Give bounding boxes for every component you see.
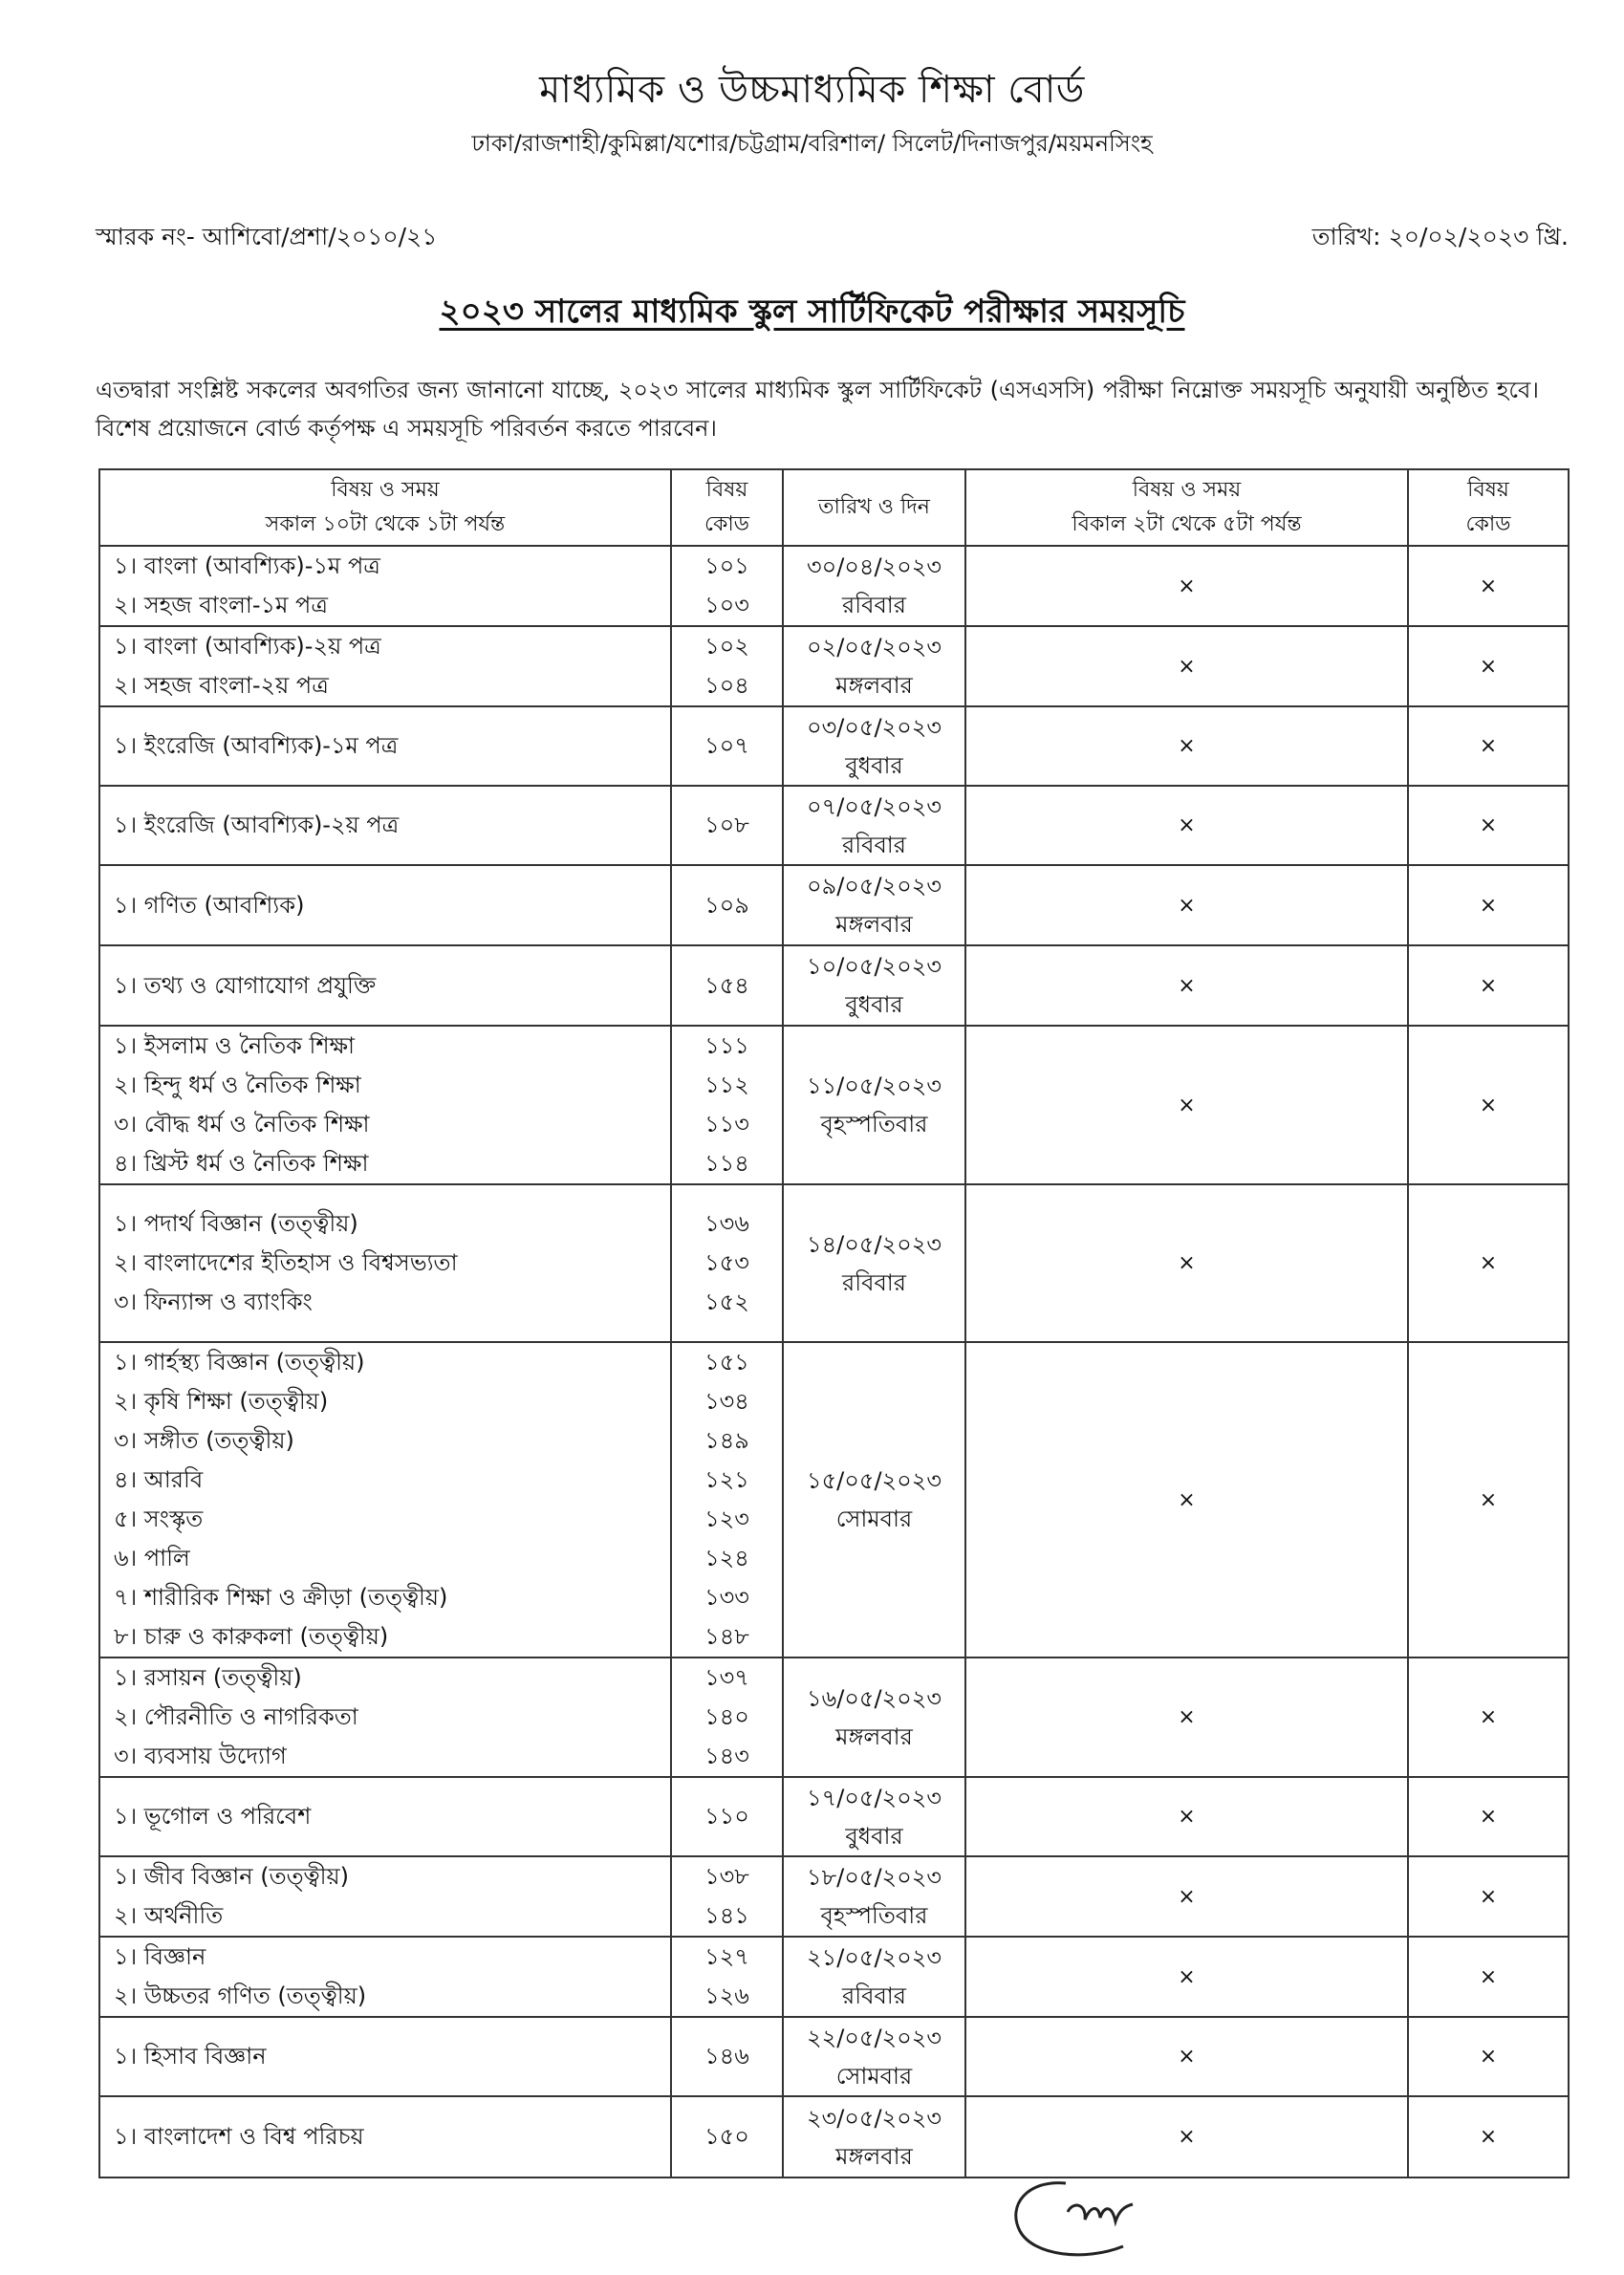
header-afternoon-code bbox=[1408, 469, 1569, 546]
subject-name: ১। রসায়ন (তত্ত্বীয়) bbox=[114, 1664, 302, 1691]
afternoon-code-cell: × bbox=[1408, 1184, 1569, 1342]
subject-name: ২। অর্থনীতি bbox=[114, 1902, 224, 1929]
afternoon-subject-cell: × bbox=[965, 1856, 1408, 1937]
afternoon-subject-cell: × bbox=[965, 1777, 1408, 1856]
table-row bbox=[99, 1658, 1569, 1777]
subject-code: ১৪০ bbox=[704, 1703, 749, 1730]
subject-code: ১০১ bbox=[704, 552, 749, 579]
afternoon-subject-cell: × bbox=[965, 786, 1408, 865]
morning-subjects-cell bbox=[99, 1184, 671, 1342]
afternoon-code-cell: × bbox=[1408, 626, 1569, 706]
subject-name: ২। উচ্চতর গণিত (তত্ত্বীয়) bbox=[114, 1982, 367, 2009]
afternoon-subject-cell: × bbox=[965, 945, 1408, 1026]
page-title bbox=[0, 287, 1624, 341]
subject-name: ১। বিজ্ঞান bbox=[114, 1943, 206, 1970]
table-row bbox=[99, 1026, 1569, 1184]
table-row bbox=[99, 2017, 1569, 2096]
date-day-cell bbox=[783, 1937, 965, 2017]
afternoon-subject-cell: × bbox=[965, 706, 1408, 786]
afternoon-code-cell: × bbox=[1408, 865, 1569, 945]
subject-name: ৮। চারু ও কারুকলা (তত্ত্বীয়) bbox=[114, 1623, 389, 1650]
subject-name: ৫। সংস্কৃত bbox=[114, 1506, 204, 1532]
subject-code: ১৩৭ bbox=[704, 1664, 749, 1691]
exam-date: ১৪/০৫/২০২৩ bbox=[807, 1230, 942, 1258]
subject-codes-cell bbox=[671, 626, 783, 706]
morning-subjects-cell bbox=[99, 1937, 671, 2017]
subject-name: ১। পদার্থ বিজ্ঞান (তত্ত্বীয়) bbox=[114, 1210, 358, 1237]
subject-code: ১৪৯ bbox=[704, 1427, 749, 1454]
exam-day: বুধবার bbox=[845, 751, 903, 779]
afternoon-code-cell: × bbox=[1408, 945, 1569, 1026]
subject-name: ৭। শারীরিক শিক্ষা ও ক্রীড়া (তত্ত্বীয়) bbox=[114, 1584, 448, 1611]
subject-name: ৩। ফিন্যান্স ও ব্যাংকিং bbox=[114, 1289, 313, 1315]
date-day-cell bbox=[783, 626, 965, 706]
exam-date: ১৭/০৫/২০২৩ bbox=[807, 1784, 942, 1811]
exam-day: সোমবার bbox=[835, 2062, 913, 2090]
afternoon-subject-cell: × bbox=[965, 865, 1408, 945]
exam-date: ০৭/০৫/২০২৩ bbox=[807, 792, 942, 820]
board-title: মাধ্যমিক ও উচ্চমাধ্যমিক শিক্ষা বোর্ড bbox=[539, 68, 1085, 112]
subject-codes-cell bbox=[671, 786, 783, 865]
subject-name: ১। ইংরেজি (আবশ্যিক)-১ম পত্র bbox=[114, 732, 399, 759]
subject-code: ১০২ bbox=[704, 633, 749, 660]
afternoon-code-cell: × bbox=[1408, 2096, 1569, 2178]
exam-day: রবিবার bbox=[842, 831, 906, 858]
intro-paragraph: এতদ্বারা সংশ্লিষ্ট সকলের অবগতির জন্য জানানো যাচ্ছে, ২০২৩ সালের মাধ্যমিক স্কুল সার্টিফিকেট (এসএসসি) পরীক্ষা নিম্নোক্ত সময়সূচি অনুযায়ী অনুষ্ঠিত হবে। বিশেষ প্রয়োজনে বোর্ড কর্তৃপক্ষ এ সময়সূচি পরিবর্তন করতে পারবেন। bbox=[96, 377, 1539, 442]
header-code2-label-1: বিষয় bbox=[1467, 478, 1509, 502]
subject-name: ৪। খ্রিস্ট ধর্ম ও নৈতিক শিক্ষা bbox=[114, 1150, 369, 1177]
exam-date: ২৩/০৫/২০২৩ bbox=[807, 2104, 942, 2132]
afternoon-code-cell: × bbox=[1408, 706, 1569, 786]
table-row bbox=[99, 1777, 1569, 1856]
afternoon-code-cell: × bbox=[1408, 786, 1569, 865]
subject-codes-cell bbox=[671, 865, 783, 945]
header-date-day: তারিখ ও দিন bbox=[783, 469, 965, 546]
afternoon-subject-cell: × bbox=[965, 1658, 1408, 1777]
afternoon-code-cell: × bbox=[1408, 1658, 1569, 1777]
subject-code: ১১১ bbox=[704, 1032, 749, 1059]
morning-subjects-cell bbox=[99, 626, 671, 706]
subject-name: ১। ইসলাম ও নৈতিক শিক্ষা bbox=[114, 1032, 356, 1059]
date-day-cell bbox=[783, 1026, 965, 1184]
exam-day: বুধবার bbox=[845, 991, 903, 1018]
morning-subjects-cell bbox=[99, 1856, 671, 1937]
subject-code: ১০৪ bbox=[704, 672, 749, 699]
exam-date: ৩০/০৪/২০২৩ bbox=[807, 553, 942, 580]
morning-subjects-cell bbox=[99, 1026, 671, 1184]
subject-code: ১১৪ bbox=[704, 1150, 749, 1177]
exam-date: ০৯/০৫/২০২৩ bbox=[807, 873, 942, 899]
exam-day: বুধবার bbox=[845, 1822, 903, 1850]
morning-subjects-cell bbox=[99, 1658, 671, 1777]
subject-name: ২। বাংলাদেশের ইতিহাস ও বিশ্বসভ্যতা bbox=[114, 1249, 458, 1276]
subject-codes-cell bbox=[671, 1342, 783, 1658]
subject-name: ৩। সঙ্গীত (তত্ত্বীয়) bbox=[114, 1427, 294, 1454]
subject-name: ২। সহজ বাংলা-১ম পত্র bbox=[114, 592, 328, 618]
exam-day: রবিবার bbox=[842, 1982, 906, 2009]
morning-subjects-cell bbox=[99, 1777, 671, 1856]
subject-code: ১৪১ bbox=[704, 1902, 749, 1929]
subject-name: ১। বাংলা (আবশ্যিক)-১ম পত্র bbox=[114, 552, 380, 579]
subject-code: ১০৩ bbox=[704, 592, 749, 618]
header-morning-subject bbox=[99, 469, 671, 546]
date-day-cell bbox=[783, 2017, 965, 2096]
morning-subjects-cell bbox=[99, 786, 671, 865]
afternoon-subject-cell: × bbox=[965, 626, 1408, 706]
issue-date: তারিখ: ২০/০২/২০২৩ খ্রি. bbox=[1311, 223, 1569, 250]
afternoon-code-cell: × bbox=[1408, 2017, 1569, 2096]
header-code-label-2: কোড bbox=[704, 512, 749, 536]
table-row bbox=[99, 786, 1569, 865]
signature bbox=[999, 2162, 1190, 2267]
subject-name: ২। হিন্দু ধর্ম ও নৈতিক শিক্ষা bbox=[114, 1072, 361, 1098]
subject-name: ৬। পালি bbox=[114, 1545, 190, 1571]
subject-code: ১৫০ bbox=[704, 2123, 749, 2150]
afternoon-code-cell: × bbox=[1408, 1856, 1569, 1937]
subject-codes-cell bbox=[671, 1184, 783, 1342]
subject-name: ১। ভূগোল ও পরিবেশ bbox=[114, 1803, 312, 1830]
afternoon-subject-cell: × bbox=[965, 1026, 1408, 1184]
subject-name: ১। হিসাব বিজ্ঞান bbox=[114, 2043, 267, 2069]
subject-code: ১০৭ bbox=[704, 732, 749, 759]
subject-name: ১। বাংলা (আবশ্যিক)-২য় পত্র bbox=[114, 633, 381, 660]
exam-date: ১৮/০৫/২০২৩ bbox=[807, 1864, 942, 1891]
header-subject-code bbox=[671, 469, 783, 546]
subject-codes-cell bbox=[671, 1658, 783, 1777]
subject-code: ১৩৪ bbox=[704, 1388, 749, 1415]
morning-subjects-cell bbox=[99, 706, 671, 786]
subject-code: ১৫৪ bbox=[704, 971, 749, 999]
exam-day: মঙ্গলবার bbox=[835, 2142, 913, 2170]
header-afternoon-title: বিষয় ও সময় bbox=[1132, 478, 1242, 502]
subject-name: ২। কৃষি শিক্ষা (তত্ত্বীয়) bbox=[114, 1388, 329, 1415]
subject-codes-cell bbox=[671, 706, 783, 786]
exam-date: ১১/০৫/২০২৩ bbox=[807, 1072, 942, 1099]
date-day-cell bbox=[783, 945, 965, 1026]
header-morning-title: বিষয় ও সময় bbox=[331, 478, 440, 502]
date-day-cell bbox=[783, 706, 965, 786]
date-day-cell bbox=[783, 786, 965, 865]
morning-subjects-cell bbox=[99, 546, 671, 626]
date-day-cell bbox=[783, 865, 965, 945]
subject-code: ১১৩ bbox=[704, 1111, 749, 1138]
afternoon-subject-cell: × bbox=[965, 1184, 1408, 1342]
morning-subjects-cell bbox=[99, 2017, 671, 2096]
boards-list: ঢাকা/রাজশাহী/কুমিল্লা/যশোর/চট্টগ্রাম/বরিশাল/ সিলেট/দিনাজপুর/ময়মনসিংহ bbox=[471, 130, 1153, 157]
afternoon-subject-cell: × bbox=[965, 1937, 1408, 2017]
subject-code: ১৫১ bbox=[704, 1349, 749, 1376]
morning-subjects-cell bbox=[99, 865, 671, 945]
subject-code: ১২৪ bbox=[704, 1545, 749, 1571]
exam-date: ১০/০৫/২০২৩ bbox=[807, 953, 942, 980]
table-row bbox=[99, 1342, 1569, 1658]
subject-name: ১। ইংরেজি (আবশ্যিক)-২য় পত্র bbox=[114, 812, 400, 838]
subject-name: ৪। আরবি bbox=[114, 1466, 204, 1493]
subject-code: ১১২ bbox=[704, 1072, 749, 1098]
date-day-cell bbox=[783, 1184, 965, 1342]
subject-code: ১৫২ bbox=[704, 1289, 749, 1315]
exam-day: মঙ্গলবার bbox=[835, 1722, 913, 1750]
subject-code: ১২৩ bbox=[704, 1506, 749, 1532]
table-row bbox=[99, 2096, 1569, 2178]
subject-code: ১২৬ bbox=[704, 1982, 749, 2009]
morning-subjects-cell bbox=[99, 2096, 671, 2178]
afternoon-subject-cell: × bbox=[965, 2096, 1408, 2178]
subject-codes-cell bbox=[671, 2017, 783, 2096]
subject-name: ১। জীব বিজ্ঞান (তত্ত্বীয়) bbox=[114, 1863, 350, 1890]
subject-name: ৩। বৌদ্ধ ধর্ম ও নৈতিক শিক্ষা bbox=[114, 1111, 370, 1138]
table-row bbox=[99, 546, 1569, 626]
header-afternoon-time: বিকাল ২টা থেকে ৫টা পর্যন্ত bbox=[1072, 512, 1302, 536]
subject-code: ১৪৮ bbox=[704, 1623, 749, 1650]
subject-name: ১। গার্হস্থ্য বিজ্ঞান (তত্ত্বীয়) bbox=[114, 1349, 365, 1376]
table-row bbox=[99, 1184, 1569, 1342]
afternoon-subject-cell: × bbox=[965, 2017, 1408, 2096]
subject-code: ১১০ bbox=[704, 1803, 749, 1830]
date-day-cell bbox=[783, 1342, 965, 1658]
subject-name: ১। গণিত (আবশ্যিক) bbox=[114, 891, 305, 919]
subject-codes-cell bbox=[671, 945, 783, 1026]
exam-day: মঙ্গলবার bbox=[835, 911, 913, 938]
subject-code: ১০৯ bbox=[704, 891, 749, 919]
subject-name: ১। তথ্য ও যোগাযোগ প্রযুক্তি bbox=[114, 971, 377, 999]
exam-schedule-table bbox=[98, 468, 1570, 2178]
afternoon-code-cell: × bbox=[1408, 1937, 1569, 2017]
subject-code: ১৩৬ bbox=[704, 1210, 749, 1237]
exam-day: সোমবার bbox=[835, 1506, 913, 1532]
exam-date: ১৫/০৫/২০২৩ bbox=[807, 1467, 942, 1494]
subject-name: ২। পৌরনীতি ও নাগরিকতা bbox=[114, 1703, 358, 1730]
subject-code: ১০৮ bbox=[704, 812, 749, 838]
exam-date: ০৩/০৫/২০২৩ bbox=[807, 713, 942, 741]
afternoon-subject-cell: × bbox=[965, 546, 1408, 626]
afternoon-code-cell: × bbox=[1408, 1026, 1569, 1184]
exam-day: মঙ্গলবার bbox=[835, 672, 913, 699]
table-row bbox=[99, 626, 1569, 706]
subject-code: ১২৭ bbox=[704, 1943, 749, 1970]
subject-code: ১৪৩ bbox=[704, 1743, 749, 1769]
subject-code: ১৫৩ bbox=[704, 1249, 749, 1276]
subject-code: ১৩৩ bbox=[704, 1584, 749, 1611]
afternoon-code-cell: × bbox=[1408, 1342, 1569, 1658]
afternoon-subject-cell: × bbox=[965, 1342, 1408, 1658]
subject-name: ৩। ব্যবসায় উদ্যোগ bbox=[114, 1743, 287, 1769]
page-title-text: ২০২৩ সালের মাধ্যমিক স্কুল সার্টিফিকেট পরীক্ষার সময়সূচি bbox=[439, 292, 1185, 331]
header-afternoon-subject bbox=[965, 469, 1408, 546]
table-row bbox=[99, 1856, 1569, 1937]
memo-number: স্মারক নং- আশিবো/প্রশা/২০১০/২১ bbox=[96, 223, 438, 250]
exam-day: রবিবার bbox=[842, 592, 906, 618]
subject-name: ১। বাংলাদেশ ও বিশ্ব পরিচয় bbox=[114, 2123, 364, 2150]
subject-codes-cell bbox=[671, 2096, 783, 2178]
header-code2-label-2: কোড bbox=[1465, 512, 1511, 536]
schedule-body bbox=[99, 546, 1569, 2178]
table-row bbox=[99, 706, 1569, 786]
date-day-cell bbox=[783, 2096, 965, 2178]
subject-code: ১২১ bbox=[704, 1466, 749, 1493]
morning-subjects-cell bbox=[99, 945, 671, 1026]
table-header-row bbox=[99, 469, 1569, 546]
afternoon-code-cell: × bbox=[1408, 546, 1569, 626]
exam-date: ২১/০৫/২০২৩ bbox=[807, 1944, 942, 1971]
subject-codes-cell bbox=[671, 1937, 783, 2017]
subject-codes-cell bbox=[671, 1777, 783, 1856]
table-row bbox=[99, 1937, 1569, 2017]
subject-code: ১৩৮ bbox=[704, 1863, 749, 1890]
date-day-cell bbox=[783, 1777, 965, 1856]
date-day-cell bbox=[783, 1658, 965, 1777]
subject-name: ২। সহজ বাংলা-২য় পত্র bbox=[114, 672, 329, 699]
table-row bbox=[99, 865, 1569, 945]
morning-subjects-cell bbox=[99, 1342, 671, 1658]
afternoon-code-cell: × bbox=[1408, 1777, 1569, 1856]
subject-codes-cell bbox=[671, 546, 783, 626]
exam-day: রবিবার bbox=[842, 1268, 906, 1296]
subject-codes-cell bbox=[671, 1856, 783, 1937]
date-day-cell bbox=[783, 1856, 965, 1937]
header-code-label-1: বিষয় bbox=[705, 478, 748, 502]
header-morning-time: সকাল ১০টা থেকে ১টা পর্যন্ত bbox=[265, 512, 506, 536]
table-row bbox=[99, 945, 1569, 1026]
date-day-cell bbox=[783, 546, 965, 626]
subject-codes-cell bbox=[671, 1026, 783, 1184]
subject-code: ১৪৬ bbox=[704, 2043, 749, 2069]
exam-date: ০২/০৫/২০২৩ bbox=[807, 634, 942, 661]
exam-date: ১৬/০৫/২০২৩ bbox=[807, 1684, 942, 1712]
exam-day: বৃহস্পতিবার bbox=[820, 1902, 928, 1929]
exam-day: বৃহস্পতিবার bbox=[820, 1111, 928, 1138]
exam-date: ২২/০৫/২০২৩ bbox=[807, 2024, 942, 2051]
